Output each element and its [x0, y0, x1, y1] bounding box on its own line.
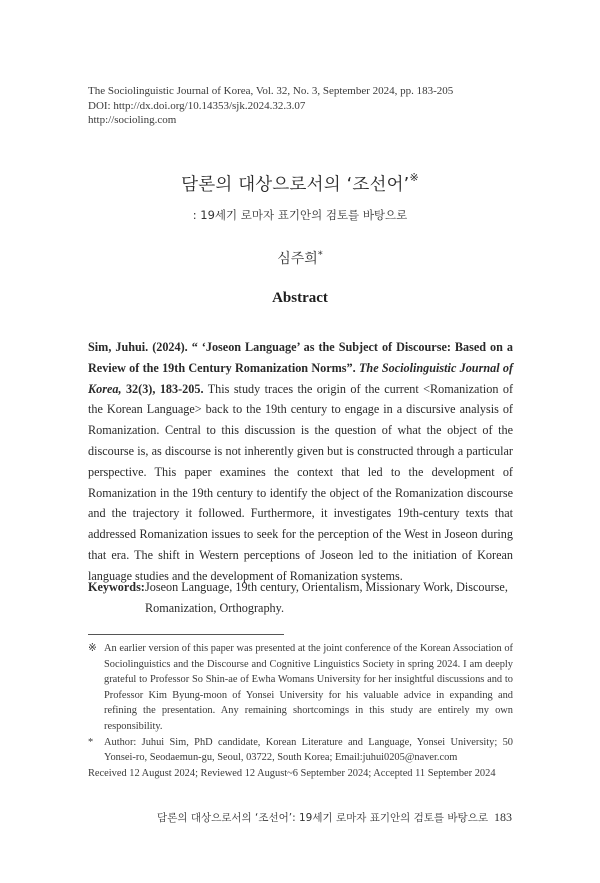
keywords-line-2: Romanization, Orthography.: [145, 600, 284, 615]
footnote-2-text: Author: Juhui Sim, PhD candidate, Korean Literature and Language, Yonsei University; 50 Yonsei-ro, Seodaemun-gu, Seoul, 03722, South Korea; Email:juhui0205@naver.com: [104, 736, 513, 764]
journal-citation-line: The Sociolinguistic Journal of Korea, Vol. 32, No. 3, September 2024, pp. 183-205: [88, 85, 454, 97]
paper-title-text: 담론의 대상으로서의 ‘조선어’: [181, 175, 410, 195]
keywords: [88, 577, 513, 619]
footnote-1-mark: ※: [88, 643, 97, 654]
doi-line: DOI: http://dx.doi.org/10.14353/sjk.2024.32.3.07: [88, 99, 306, 112]
author-name-text: 심주희: [277, 251, 318, 267]
abstract-text: This study traces the origin of the current <Romanization of the Korean Language> back to the 19th century to engage in a discursive analysis of Romanization. Central to this discussion is the question of what the object of the discourse is, as discourse is not inherently given but is constructed through a particular perspective. This paper examines the context that led to the development of Romanization in the 19th century to identify the object of the Romanization discourse and the trajectory it followed. Furthermore, it investigates 19th-century texts that addressed Romanization issues to seek for the perception of the West in Joseon during that era. The shift in Western perceptions of Joseon led to the initiation of Korean language studies and the development of Romanization systems.: [88, 381, 514, 583]
paper-subtitle: : 19세기 로마자 표기안의 검토를 바탕으로: [192, 208, 408, 222]
journal-info: [88, 84, 453, 128]
abstract-journal-name: The Sociolinguistic Journal of Korea,: [88, 360, 514, 396]
footnote-2-mark: *: [88, 736, 94, 748]
abstract-volume: 32(3), 183-205.: [125, 381, 204, 396]
footnote-acknowledgement: [88, 641, 513, 735]
title-footnote-mark: ※: [409, 171, 419, 185]
journal-url-line: http://socioling.com: [88, 114, 177, 126]
keywords-line-1: Joseon Language, 19th century, Orientalism, Missionary Work, Discourse,: [145, 580, 508, 594]
abstract-heading: Abstract: [272, 290, 328, 306]
received-dates: Received 12 August 2024; Reviewed 12 August~6 September 2024; Accepted 11 September 2024: [88, 767, 496, 779]
running-footer: [157, 810, 512, 825]
keywords-label: Keywords:: [88, 580, 145, 594]
abstract-body: [88, 337, 513, 587]
author-name: [0, 248, 600, 268]
footnote-divider: [88, 634, 284, 635]
author-footnote-mark: *: [317, 249, 323, 261]
paper-title: [0, 171, 600, 196]
abstract-citation: Sim, Juhui. (2024). “ ‘Joseon Language’ as the Subject of Discourse: Based on a Review of the 19th Century Romanization Norms”.: [88, 340, 513, 375]
footnote-author: [88, 735, 513, 766]
footnote-1-text: An earlier version of this paper was presented at the joint conference of the Korean Association of Sociolinguistics and the Discourse and Cognitive Linguistics Society in spring 2024. I am deeply grateful to Professor So Shin-ae of Ewha Womans University for her insightful discussions and to Professor Kim Byung-moon of Yonsei University for his valuable advice in expanding and refining the presentation. Any remaining shortcomings in this study are entirely my own responsibility.: [104, 643, 513, 732]
running-title: 담론의 대상으로서의 ‘조선어’: 19세기 로마자 표기안의 검토를 바탕으로: [157, 812, 488, 824]
footnotes: [88, 641, 513, 781]
page-number: 183: [494, 810, 512, 824]
